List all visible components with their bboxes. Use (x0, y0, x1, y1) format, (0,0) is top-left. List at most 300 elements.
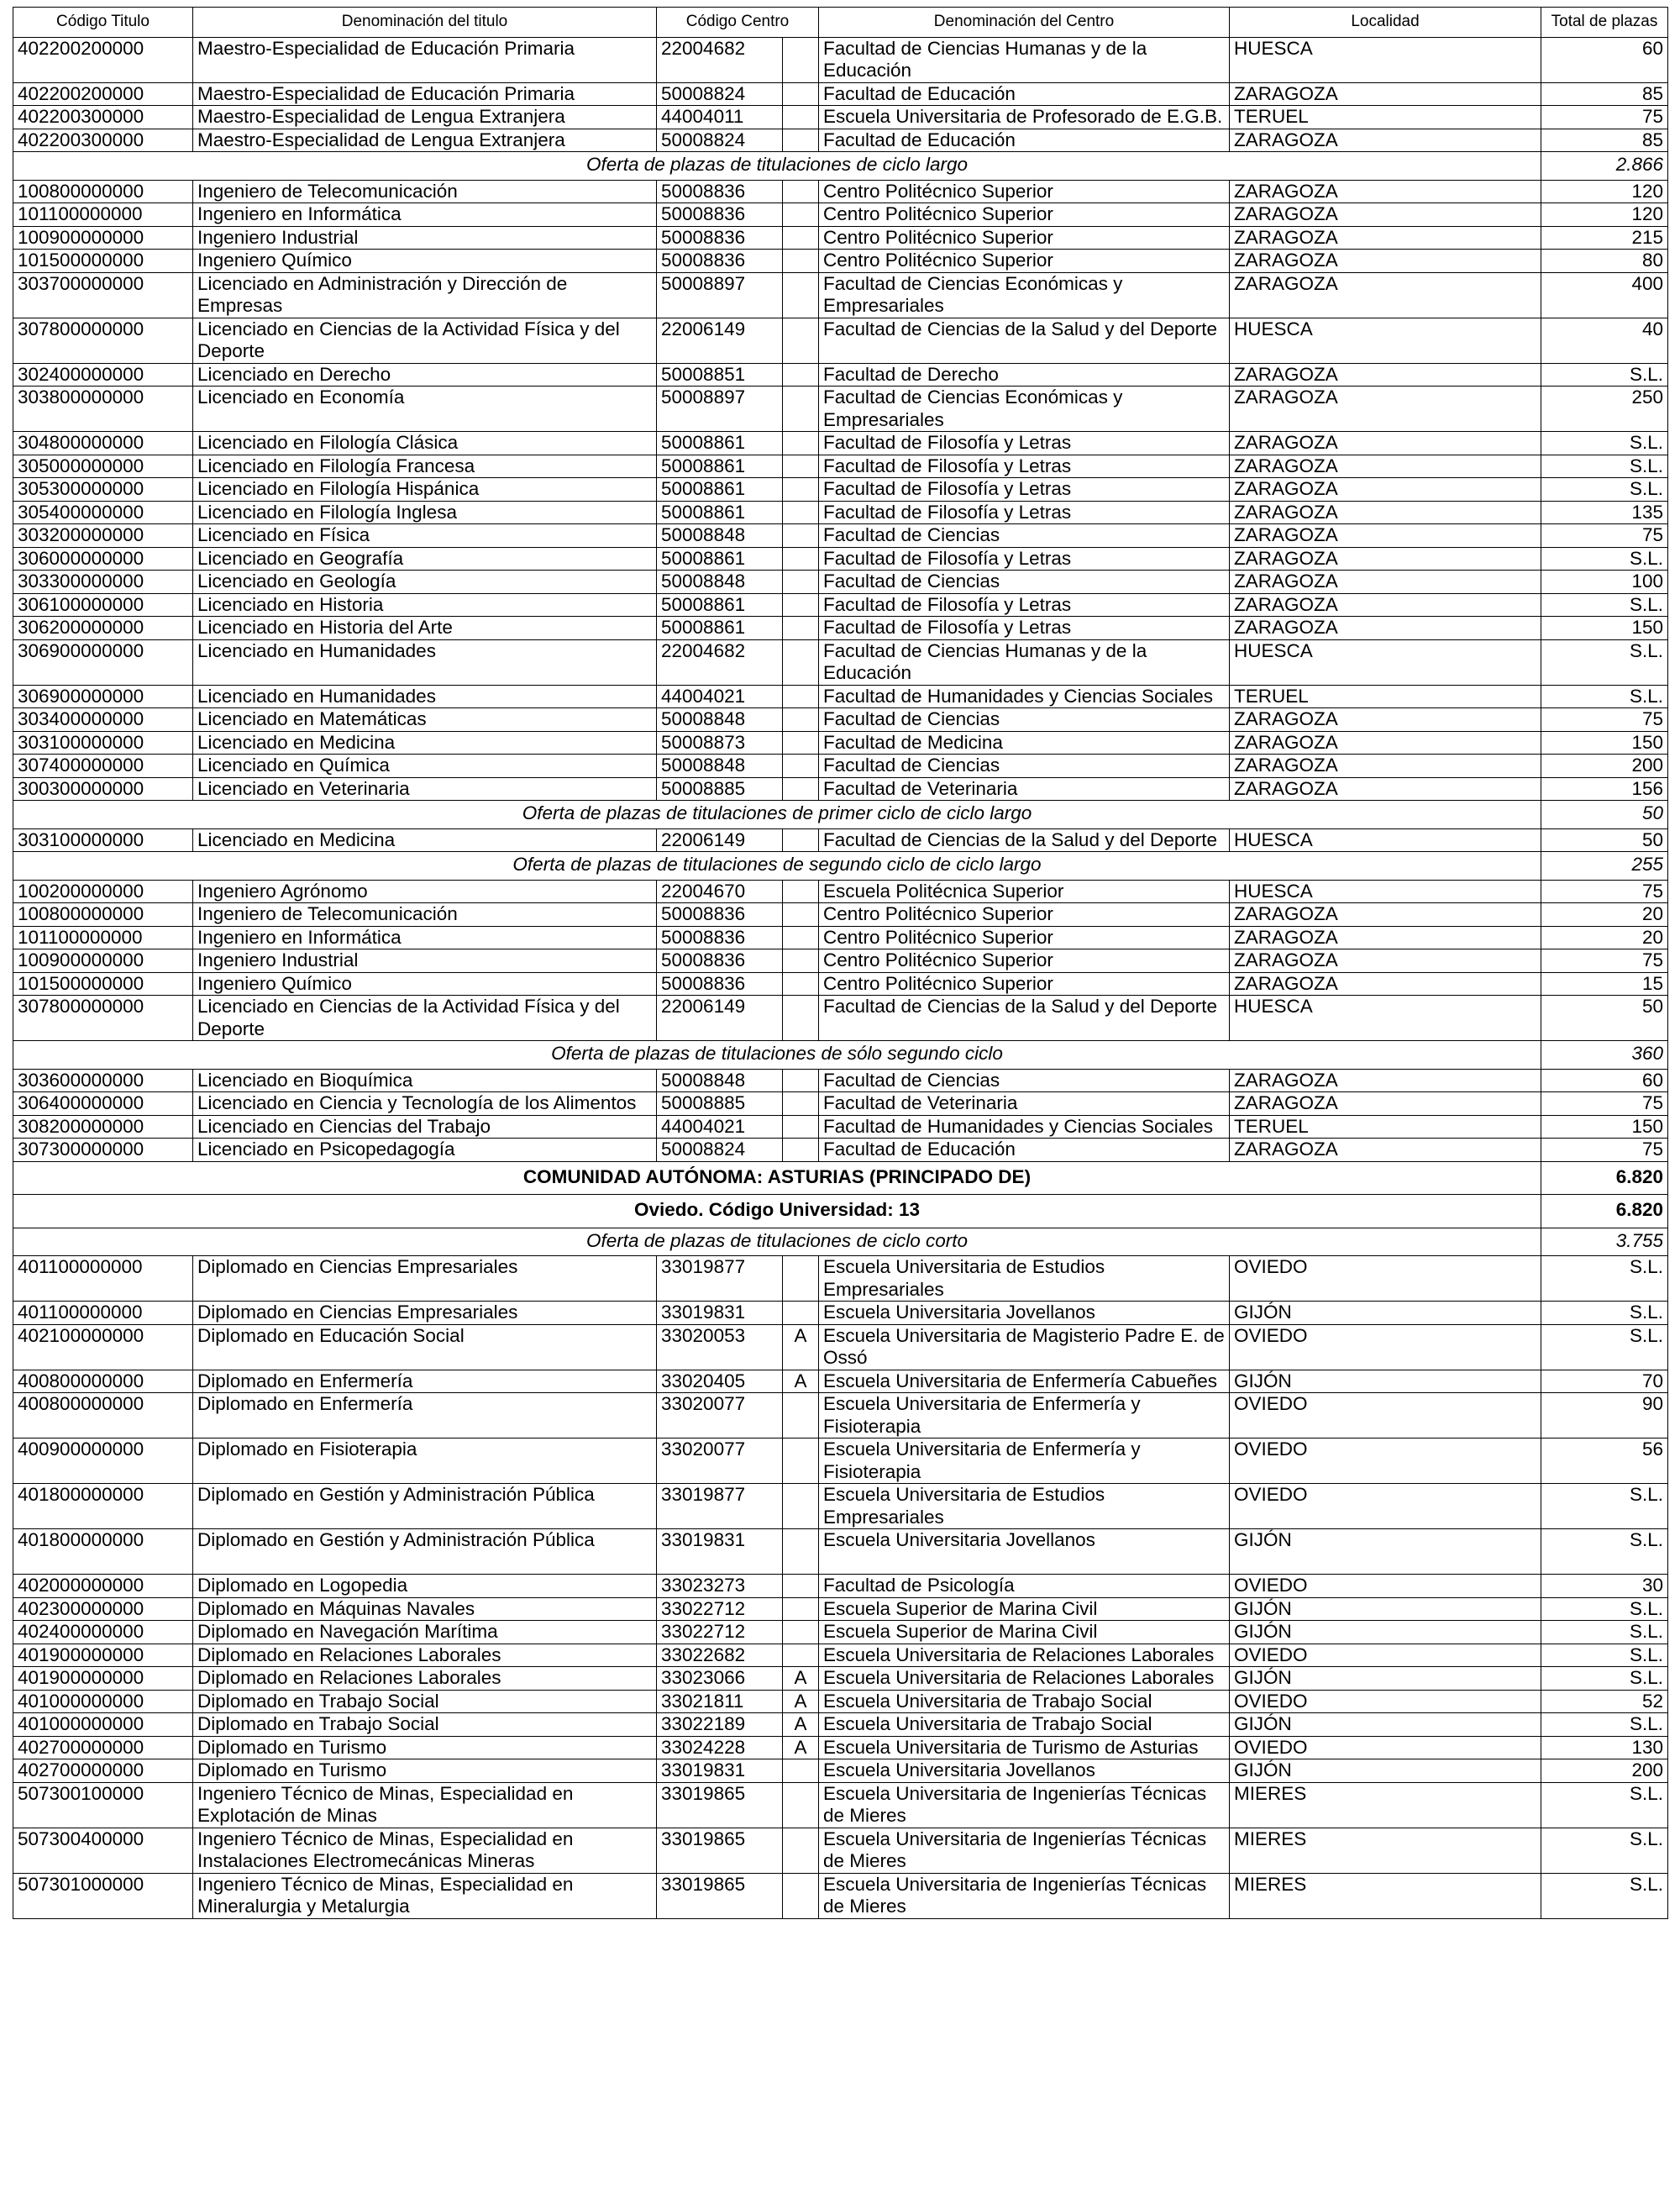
header-total-plazas: Total de plazas (1541, 8, 1668, 38)
codigo-titulo-cell: 101100000000 (13, 203, 193, 227)
table-row (13, 1302, 1668, 1325)
table-row (13, 1484, 1668, 1529)
table-row (13, 387, 1668, 432)
denominacion-centro-cell: Facultad de Filosofía y Letras (819, 455, 1230, 478)
localidad-cell: ZARAGOZA (1230, 755, 1541, 778)
table-row (13, 1438, 1668, 1484)
localidad-cell: ZARAGOZA (1230, 272, 1541, 318)
total-plazas-cell: S.L. (1541, 1529, 1668, 1575)
section-subtotal-row (13, 1041, 1668, 1070)
codigo-centro-cell: 50008861 (657, 455, 783, 478)
codigo-titulo-cell: 401800000000 (13, 1529, 193, 1575)
denominacion-centro-cell: Escuela Universitaria de Enfermería Cabueñes (819, 1370, 1230, 1393)
denominacion-titulo-cell: Licenciado en Filología Clásica (193, 432, 657, 455)
denominacion-titulo-cell: Ingeniero Industrial (193, 949, 657, 973)
denominacion-centro-cell: Escuela Politécnica Superior (819, 880, 1230, 903)
codigo-centro-cell: 33020077 (657, 1438, 783, 1484)
table-row (13, 180, 1668, 203)
codigo-titulo-cell: 402100000000 (13, 1324, 193, 1370)
section-label: Oferta de plazas de titulaciones de segundo ciclo de ciclo largo (13, 852, 1541, 881)
codigo-titulo-cell: 306400000000 (13, 1092, 193, 1116)
denominacion-titulo-cell: Licenciado en Historia del Arte (193, 617, 657, 640)
total-plazas-cell: S.L. (1541, 432, 1668, 455)
total-plazas-cell: S.L. (1541, 1621, 1668, 1644)
centro-flag-cell (783, 1139, 819, 1162)
codigo-centro-cell: 33019877 (657, 1256, 783, 1302)
denominacion-titulo-cell: Ingeniero en Informática (193, 926, 657, 949)
codigo-titulo-cell: 306100000000 (13, 593, 193, 617)
table-row (13, 1092, 1668, 1116)
table-row (13, 972, 1668, 996)
denominacion-titulo-cell: Licenciado en Ciencias de la Actividad Física y del Deporte (193, 996, 657, 1041)
codigo-titulo-cell: 303800000000 (13, 387, 193, 432)
denominacion-centro-cell: Facultad de Ciencias de la Salud y del Deporte (819, 318, 1230, 363)
centro-flag-cell (783, 880, 819, 903)
localidad-cell: GIJÓN (1230, 1759, 1541, 1783)
localidad-cell: GIJÓN (1230, 1621, 1541, 1644)
header-codigo-centro: Código Centro (657, 8, 819, 38)
denominacion-centro-cell: Facultad de Filosofía y Letras (819, 617, 1230, 640)
total-plazas-cell: 250 (1541, 387, 1668, 432)
denominacion-titulo-cell: Licenciado en Matemáticas (193, 708, 657, 732)
denominacion-titulo-cell: Ingeniero Técnico de Minas, Especialidad en Instalaciones Electromecánicas Mineras (193, 1828, 657, 1873)
denominacion-centro-cell: Escuela Universitaria de Ingenierías Técnicas de Mieres (819, 1873, 1230, 1918)
centro-flag-cell (783, 926, 819, 949)
codigo-centro-cell: 50008836 (657, 180, 783, 203)
denominacion-titulo-cell: Licenciado en Medicina (193, 731, 657, 755)
localidad-cell: OVIEDO (1230, 1575, 1541, 1598)
section-subtotal-row (13, 1228, 1668, 1256)
localidad-cell: GIJÓN (1230, 1302, 1541, 1325)
section-subtotal-row (13, 801, 1668, 829)
localidad-cell: OVIEDO (1230, 1644, 1541, 1667)
denominacion-centro-cell: Escuela Universitaria de Relaciones Laborales (819, 1644, 1230, 1667)
codigo-centro-cell: 33022189 (657, 1713, 783, 1737)
table-row (13, 1644, 1668, 1667)
centro-flag-cell (783, 996, 819, 1041)
denominacion-centro-cell: Facultad de Derecho (819, 363, 1230, 387)
denominacion-centro-cell: Escuela Universitaria de Estudios Empresariales (819, 1484, 1230, 1529)
codigo-centro-cell: 50008836 (657, 903, 783, 927)
total-plazas-cell: 120 (1541, 203, 1668, 227)
section-total: 2.866 (1541, 152, 1668, 181)
denominacion-titulo-cell: Licenciado en Humanidades (193, 685, 657, 708)
denominacion-centro-cell: Escuela Universitaria de Enfermería y Fisioterapia (819, 1438, 1230, 1484)
codigo-titulo-cell: 305300000000 (13, 478, 193, 502)
codigo-titulo-cell: 402400000000 (13, 1621, 193, 1644)
denominacion-titulo-cell: Licenciado en Psicopedagogía (193, 1139, 657, 1162)
total-plazas-cell: 50 (1541, 996, 1668, 1041)
codigo-titulo-cell: 100900000000 (13, 226, 193, 250)
localidad-cell: ZARAGOZA (1230, 593, 1541, 617)
codigo-centro-cell: 33023273 (657, 1575, 783, 1598)
codigo-titulo-cell: 303400000000 (13, 708, 193, 732)
denominacion-centro-cell: Escuela Universitaria de Relaciones Laborales (819, 1667, 1230, 1691)
total-plazas-cell: S.L. (1541, 1256, 1668, 1302)
total-plazas-cell: S.L. (1541, 363, 1668, 387)
table-row (13, 1667, 1668, 1691)
table-row (13, 1069, 1668, 1092)
denominacion-titulo-cell: Licenciado en Medicina (193, 828, 657, 852)
codigo-titulo-cell: 303600000000 (13, 1069, 193, 1092)
denominacion-titulo-cell: Diplomado en Enfermería (193, 1370, 657, 1393)
total-plazas-cell: S.L. (1541, 455, 1668, 478)
table-row (13, 903, 1668, 927)
denominacion-centro-cell: Facultad de Veterinaria (819, 777, 1230, 801)
codigo-centro-cell: 50008848 (657, 524, 783, 548)
table-row (13, 617, 1668, 640)
localidad-cell: ZARAGOZA (1230, 226, 1541, 250)
denominacion-centro-cell: Escuela Universitaria de Trabajo Social (819, 1713, 1230, 1737)
denominacion-centro-cell: Facultad de Filosofía y Letras (819, 547, 1230, 571)
denominacion-titulo-cell: Diplomado en Relaciones Laborales (193, 1644, 657, 1667)
codigo-titulo-cell: 400900000000 (13, 1438, 193, 1484)
denominacion-titulo-cell: Licenciado en Filología Hispánica (193, 478, 657, 502)
centro-flag-cell (783, 1302, 819, 1325)
total-plazas-cell: 30 (1541, 1575, 1668, 1598)
denominacion-centro-cell: Centro Politécnico Superior (819, 949, 1230, 973)
codigo-titulo-cell: 507301000000 (13, 1873, 193, 1918)
total-plazas-cell: 75 (1541, 949, 1668, 973)
denominacion-centro-cell: Facultad de Ciencias (819, 708, 1230, 732)
table-row (13, 685, 1668, 708)
table-row (13, 547, 1668, 571)
centro-flag-cell (783, 129, 819, 152)
table-row (13, 478, 1668, 502)
centro-flag-cell (783, 708, 819, 732)
codigo-titulo-cell: 100800000000 (13, 903, 193, 927)
section-total: 50 (1541, 801, 1668, 829)
denominacion-centro-cell: Escuela Universitaria Jovellanos (819, 1529, 1230, 1575)
total-plazas-cell: S.L. (1541, 547, 1668, 571)
denominacion-titulo-cell: Licenciado en Filología Inglesa (193, 501, 657, 524)
denominacion-centro-cell: Centro Politécnico Superior (819, 903, 1230, 927)
group-header-row (13, 1161, 1668, 1195)
table-row (13, 1115, 1668, 1139)
table-row (13, 501, 1668, 524)
table-row (13, 1370, 1668, 1393)
centro-flag-cell (783, 755, 819, 778)
codigo-centro-cell: 33019865 (657, 1782, 783, 1828)
table-row (13, 880, 1668, 903)
codigo-titulo-cell: 306900000000 (13, 639, 193, 685)
localidad-cell: HUESCA (1230, 639, 1541, 685)
table-row (13, 1736, 1668, 1759)
localidad-cell: GIJÓN (1230, 1529, 1541, 1575)
centro-flag-cell (783, 226, 819, 250)
centro-flag-cell (783, 731, 819, 755)
centro-flag-cell (783, 1759, 819, 1783)
total-plazas-cell: S.L. (1541, 1324, 1668, 1370)
total-plazas-cell: 15 (1541, 972, 1668, 996)
denominacion-centro-cell: Facultad de Psicología (819, 1575, 1230, 1598)
centro-flag-cell (783, 828, 819, 852)
codigo-titulo-cell: 401800000000 (13, 1484, 193, 1529)
total-plazas-cell: 56 (1541, 1438, 1668, 1484)
table-row (13, 82, 1668, 106)
codigo-centro-cell: 50008897 (657, 272, 783, 318)
localidad-cell: ZARAGOZA (1230, 250, 1541, 273)
localidad-cell: OVIEDO (1230, 1324, 1541, 1370)
section-label: Oferta de plazas de titulaciones de ciclo largo (13, 152, 1541, 181)
centro-flag-cell (783, 387, 819, 432)
localidad-cell: ZARAGOZA (1230, 972, 1541, 996)
centro-flag-cell (783, 37, 819, 82)
centro-flag-cell (783, 1115, 819, 1139)
localidad-cell: ZARAGOZA (1230, 617, 1541, 640)
localidad-cell: ZARAGOZA (1230, 363, 1541, 387)
total-plazas-cell: 20 (1541, 903, 1668, 927)
codigo-titulo-cell: 303100000000 (13, 828, 193, 852)
codigo-centro-cell: 50008824 (657, 129, 783, 152)
codigo-centro-cell: 33020405 (657, 1370, 783, 1393)
denominacion-titulo-cell: Diplomado en Ciencias Empresariales (193, 1256, 657, 1302)
total-plazas-cell: 75 (1541, 880, 1668, 903)
centro-flag-cell (783, 1575, 819, 1598)
table-row (13, 593, 1668, 617)
denominacion-centro-cell: Escuela Universitaria Jovellanos (819, 1759, 1230, 1783)
localidad-cell: ZARAGOZA (1230, 903, 1541, 927)
localidad-cell: MIERES (1230, 1782, 1541, 1828)
table-row (13, 1782, 1668, 1828)
denominacion-titulo-cell: Licenciado en Derecho (193, 363, 657, 387)
codigo-titulo-cell: 100200000000 (13, 880, 193, 903)
total-plazas-cell: 100 (1541, 571, 1668, 594)
denominacion-centro-cell: Escuela Universitaria de Magisterio Padre E. de Ossó (819, 1324, 1230, 1370)
denominacion-centro-cell: Facultad de Educación (819, 82, 1230, 106)
total-plazas-cell: 400 (1541, 272, 1668, 318)
denominacion-titulo-cell: Diplomado en Relaciones Laborales (193, 1667, 657, 1691)
table-row (13, 524, 1668, 548)
denominacion-titulo-cell: Ingeniero en Informática (193, 203, 657, 227)
header-row (13, 8, 1668, 38)
localidad-cell: ZARAGOZA (1230, 1092, 1541, 1116)
denominacion-titulo-cell: Diplomado en Trabajo Social (193, 1713, 657, 1737)
denominacion-titulo-cell: Ingeniero de Telecomunicación (193, 903, 657, 927)
table-row (13, 996, 1668, 1041)
denominacion-centro-cell: Facultad de Ciencias (819, 1069, 1230, 1092)
total-plazas-cell: 52 (1541, 1690, 1668, 1713)
table-row (13, 203, 1668, 227)
denominacion-titulo-cell: Licenciado en Humanidades (193, 639, 657, 685)
table-row (13, 106, 1668, 129)
codigo-titulo-cell: 507300400000 (13, 1828, 193, 1873)
total-plazas-cell: 60 (1541, 37, 1668, 82)
codigo-titulo-cell: 402200200000 (13, 82, 193, 106)
codigo-centro-cell: 33020077 (657, 1393, 783, 1438)
codigo-centro-cell: 50008848 (657, 1069, 783, 1092)
localidad-cell: OVIEDO (1230, 1393, 1541, 1438)
total-plazas-cell: S.L. (1541, 639, 1668, 685)
localidad-cell: ZARAGOZA (1230, 478, 1541, 502)
denominacion-centro-cell: Escuela Universitaria de Estudios Empresariales (819, 1256, 1230, 1302)
group-header-label: Oviedo. Código Universidad: 13 (13, 1195, 1541, 1228)
total-plazas-cell: 75 (1541, 708, 1668, 732)
table-row (13, 1690, 1668, 1713)
codigo-centro-cell: 22004682 (657, 639, 783, 685)
total-plazas-cell: 20 (1541, 926, 1668, 949)
codigo-titulo-cell: 401900000000 (13, 1644, 193, 1667)
total-plazas-cell: 50 (1541, 828, 1668, 852)
denominacion-titulo-cell: Diplomado en Turismo (193, 1736, 657, 1759)
codigo-centro-cell: 50008836 (657, 926, 783, 949)
plazas-table (13, 7, 1668, 1919)
total-plazas-cell: 200 (1541, 1759, 1668, 1783)
total-plazas-cell: 150 (1541, 617, 1668, 640)
codigo-centro-cell: 50008851 (657, 363, 783, 387)
denominacion-centro-cell: Centro Politécnico Superior (819, 926, 1230, 949)
codigo-centro-cell: 50008836 (657, 972, 783, 996)
denominacion-centro-cell: Facultad de Humanidades y Ciencias Sociales (819, 685, 1230, 708)
table-row (13, 1256, 1668, 1302)
section-label: Oferta de plazas de titulaciones de primer ciclo de ciclo largo (13, 801, 1541, 829)
centro-flag-cell (783, 432, 819, 455)
denominacion-centro-cell: Escuela Universitaria de Ingenierías Técnicas de Mieres (819, 1782, 1230, 1828)
total-plazas-cell: 120 (1541, 180, 1668, 203)
codigo-titulo-cell: 308200000000 (13, 1115, 193, 1139)
codigo-titulo-cell: 307300000000 (13, 1139, 193, 1162)
codigo-titulo-cell: 401000000000 (13, 1690, 193, 1713)
denominacion-titulo-cell: Licenciado en Ciencia y Tecnología de los Alimentos (193, 1092, 657, 1116)
total-plazas-cell: 85 (1541, 82, 1668, 106)
codigo-centro-cell: 33019865 (657, 1828, 783, 1873)
localidad-cell: ZARAGOZA (1230, 180, 1541, 203)
localidad-cell: GIJÓN (1230, 1667, 1541, 1691)
localidad-cell: ZARAGOZA (1230, 926, 1541, 949)
section-subtotal-row (13, 852, 1668, 881)
centro-flag-cell (783, 777, 819, 801)
centro-flag-cell (783, 1484, 819, 1529)
codigo-titulo-cell: 300300000000 (13, 777, 193, 801)
denominacion-centro-cell: Escuela Superior de Marina Civil (819, 1621, 1230, 1644)
centro-flag-cell (783, 1621, 819, 1644)
codigo-centro-cell: 50008861 (657, 432, 783, 455)
centro-flag-cell (783, 1438, 819, 1484)
denominacion-titulo-cell: Ingeniero Industrial (193, 226, 657, 250)
centro-flag-cell: A (783, 1667, 819, 1691)
codigo-centro-cell: 33024228 (657, 1736, 783, 1759)
codigo-titulo-cell: 101100000000 (13, 926, 193, 949)
denominacion-titulo-cell: Ingeniero Técnico de Minas, Especialidad en Explotación de Minas (193, 1782, 657, 1828)
denominacion-centro-cell: Escuela Universitaria de Turismo de Asturias (819, 1736, 1230, 1759)
codigo-titulo-cell: 305400000000 (13, 501, 193, 524)
codigo-titulo-cell: 302400000000 (13, 363, 193, 387)
denominacion-titulo-cell: Ingeniero Químico (193, 972, 657, 996)
total-plazas-cell: S.L. (1541, 685, 1668, 708)
denominacion-centro-cell: Facultad de Filosofía y Letras (819, 501, 1230, 524)
codigo-titulo-cell: 101500000000 (13, 972, 193, 996)
section-total: 360 (1541, 1041, 1668, 1070)
centro-flag-cell (783, 685, 819, 708)
localidad-cell: HUESCA (1230, 318, 1541, 363)
codigo-titulo-cell: 307800000000 (13, 318, 193, 363)
denominacion-titulo-cell: Licenciado en Economía (193, 387, 657, 432)
denominacion-centro-cell: Facultad de Medicina (819, 731, 1230, 755)
localidad-cell: ZARAGOZA (1230, 731, 1541, 755)
denominacion-titulo-cell: Diplomado en Turismo (193, 1759, 657, 1783)
localidad-cell: OVIEDO (1230, 1256, 1541, 1302)
denominacion-titulo-cell: Licenciado en Geografía (193, 547, 657, 571)
codigo-centro-cell: 50008836 (657, 250, 783, 273)
codigo-centro-cell: 50008861 (657, 501, 783, 524)
table-row (13, 1828, 1668, 1873)
codigo-centro-cell: 50008824 (657, 82, 783, 106)
codigo-titulo-cell: 400800000000 (13, 1370, 193, 1393)
codigo-centro-cell: 44004021 (657, 685, 783, 708)
codigo-titulo-cell: 507300100000 (13, 1782, 193, 1828)
localidad-cell: TERUEL (1230, 685, 1541, 708)
group-header-total: 6.820 (1541, 1195, 1668, 1228)
denominacion-titulo-cell: Maestro-Especialidad de Educación Primaria (193, 37, 657, 82)
denominacion-centro-cell: Facultad de Filosofía y Letras (819, 432, 1230, 455)
total-plazas-cell: 85 (1541, 129, 1668, 152)
localidad-cell: TERUEL (1230, 1115, 1541, 1139)
codigo-centro-cell: 33021811 (657, 1690, 783, 1713)
localidad-cell: ZARAGOZA (1230, 129, 1541, 152)
total-plazas-cell: S.L. (1541, 1713, 1668, 1737)
codigo-centro-cell: 33019831 (657, 1759, 783, 1783)
total-plazas-cell: S.L. (1541, 1667, 1668, 1691)
codigo-centro-cell: 50008885 (657, 1092, 783, 1116)
codigo-titulo-cell: 400800000000 (13, 1393, 193, 1438)
group-header-total: 6.820 (1541, 1161, 1668, 1195)
codigo-centro-cell: 50008836 (657, 226, 783, 250)
denominacion-centro-cell: Facultad de Ciencias Económicas y Empresariales (819, 387, 1230, 432)
codigo-centro-cell: 50008861 (657, 478, 783, 502)
table-row (13, 926, 1668, 949)
codigo-titulo-cell: 307800000000 (13, 996, 193, 1041)
centro-flag-cell (783, 547, 819, 571)
denominacion-centro-cell: Facultad de Ciencias (819, 524, 1230, 548)
codigo-titulo-cell: 402000000000 (13, 1575, 193, 1598)
codigo-titulo-cell: 303300000000 (13, 571, 193, 594)
localidad-cell: OVIEDO (1230, 1736, 1541, 1759)
total-plazas-cell: 215 (1541, 226, 1668, 250)
table-row (13, 1139, 1668, 1162)
header-codigo-titulo: Código Titulo (13, 8, 193, 38)
codigo-titulo-cell: 402200200000 (13, 37, 193, 82)
table-row (13, 1597, 1668, 1621)
localidad-cell: ZARAGOZA (1230, 708, 1541, 732)
total-plazas-cell: 200 (1541, 755, 1668, 778)
total-plazas-cell: 75 (1541, 1092, 1668, 1116)
centro-flag-cell (783, 1782, 819, 1828)
codigo-centro-cell: 50008836 (657, 949, 783, 973)
centro-flag-cell (783, 949, 819, 973)
table-row (13, 949, 1668, 973)
section-subtotal-row (13, 152, 1668, 181)
codigo-titulo-cell: 303200000000 (13, 524, 193, 548)
localidad-cell: ZARAGOZA (1230, 949, 1541, 973)
total-plazas-cell: 60 (1541, 1069, 1668, 1092)
localidad-cell: MIERES (1230, 1873, 1541, 1918)
centro-flag-cell (783, 82, 819, 106)
denominacion-titulo-cell: Licenciado en Bioquímica (193, 1069, 657, 1092)
total-plazas-cell: 135 (1541, 501, 1668, 524)
table-row (13, 1393, 1668, 1438)
codigo-centro-cell: 33019831 (657, 1529, 783, 1575)
codigo-centro-cell: 50008897 (657, 387, 783, 432)
table-row (13, 455, 1668, 478)
group-header-row (13, 1195, 1668, 1228)
centro-flag-cell: A (783, 1324, 819, 1370)
denominacion-centro-cell: Centro Politécnico Superior (819, 180, 1230, 203)
denominacion-titulo-cell: Licenciado en Ciencias de la Actividad Física y del Deporte (193, 318, 657, 363)
total-plazas-cell: S.L. (1541, 1484, 1668, 1529)
denominacion-titulo-cell: Ingeniero Técnico de Minas, Especialidad en Mineralurgia y Metalurgia (193, 1873, 657, 1918)
codigo-titulo-cell: 401000000000 (13, 1713, 193, 1737)
codigo-centro-cell: 50008836 (657, 203, 783, 227)
